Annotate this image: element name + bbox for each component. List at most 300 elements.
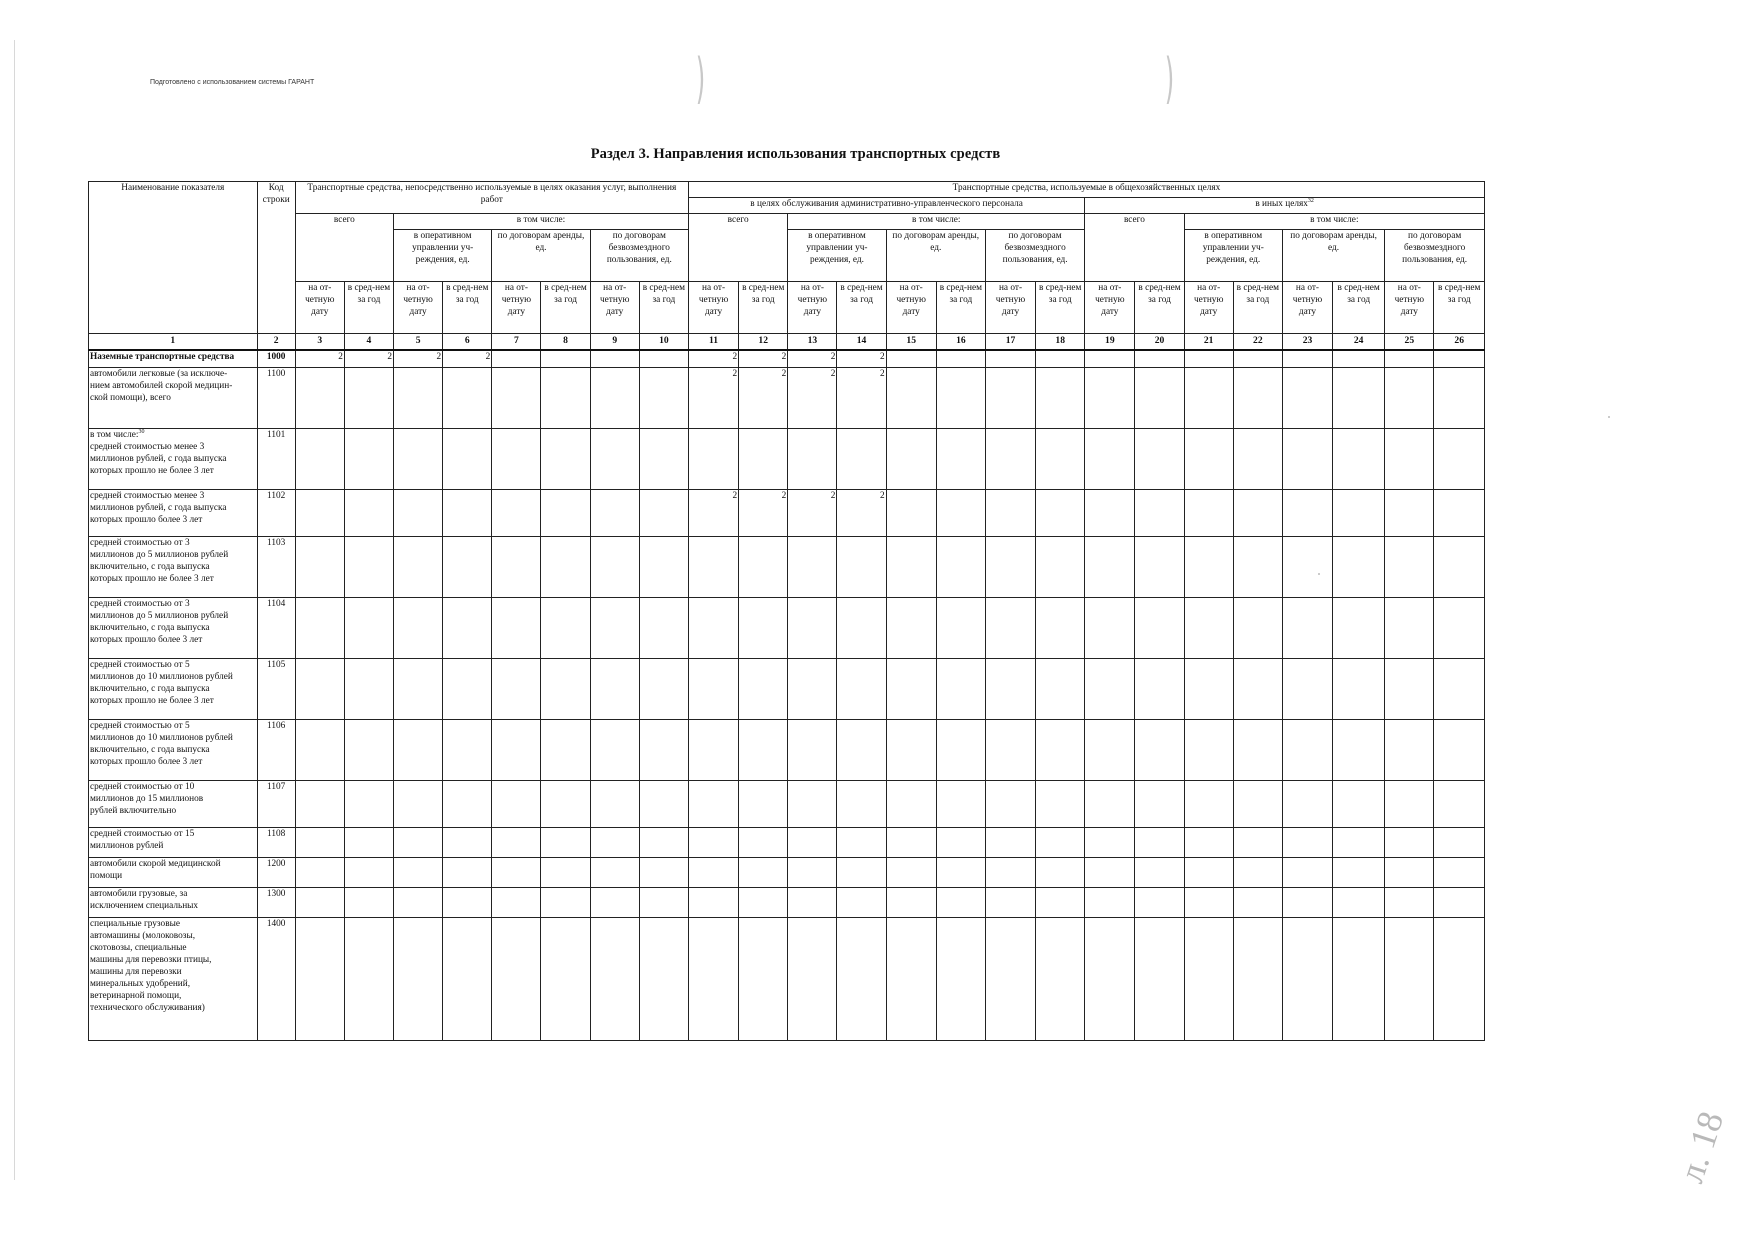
column-number: 18 <box>1036 334 1085 351</box>
value-cell <box>886 827 936 857</box>
header-operative: в оперативном управлении уч-реждения, ед. <box>788 230 886 282</box>
value-cell <box>936 658 985 719</box>
value-cell <box>541 658 590 719</box>
value-cell <box>1184 658 1233 719</box>
column-number: 9 <box>590 334 639 351</box>
value-cell <box>492 367 541 428</box>
value-cell <box>1184 719 1233 780</box>
value-cell <box>590 489 639 536</box>
value-cell <box>739 917 788 1040</box>
value-cell <box>788 857 837 887</box>
value-cell <box>394 536 443 597</box>
scan-edge-line <box>14 40 15 1180</box>
value-cell <box>344 719 393 780</box>
value-cell <box>394 857 443 887</box>
header-general-use: Транспортные средства, используемые в общехозяйственных целях <box>688 182 1484 198</box>
value-cell <box>295 857 344 887</box>
value-cell <box>1036 857 1085 887</box>
value-cell <box>492 780 541 827</box>
table-row <box>89 719 1485 780</box>
garant-note: Подготовлено с использованием системы ГАРАНТ <box>150 79 315 86</box>
value-cell <box>295 597 344 658</box>
value-cell <box>1333 597 1385 658</box>
header-avg-year: в сред-нем за год <box>639 282 688 334</box>
value-cell <box>837 536 886 597</box>
value-cell <box>1036 827 1085 857</box>
value-cell <box>1385 827 1434 857</box>
table-row <box>89 367 1485 428</box>
value-cell <box>590 536 639 597</box>
column-number: 11 <box>688 334 738 351</box>
value-cell <box>1282 857 1332 887</box>
value-cell <box>443 917 492 1040</box>
value-cell <box>1085 780 1135 827</box>
value-cell <box>394 489 443 536</box>
value-cell <box>886 350 936 367</box>
value-cell <box>886 658 936 719</box>
table-row <box>89 827 1485 857</box>
row-label: автомобили легковые (за исключе- нием автомобилей скорой медицин- ской помощи), всего <box>89 367 258 428</box>
value-cell <box>295 428 344 489</box>
value-cell <box>886 597 936 658</box>
value-cell <box>985 350 1035 367</box>
column-number: 14 <box>837 334 886 351</box>
table-row <box>89 780 1485 827</box>
value-cell <box>837 917 886 1040</box>
value-cell <box>1085 489 1135 536</box>
value-cell <box>886 367 936 428</box>
value-cell <box>1333 887 1385 917</box>
value-cell: 2 <box>788 489 837 536</box>
value-cell <box>492 428 541 489</box>
row-label-footnote: 30 <box>138 428 145 435</box>
value-cell <box>688 857 738 887</box>
value-cell <box>590 780 639 827</box>
value-cell <box>1135 428 1184 489</box>
column-number: 10 <box>639 334 688 351</box>
column-number: 2 <box>257 334 295 351</box>
value-cell <box>985 536 1035 597</box>
value-cell <box>1036 367 1085 428</box>
value-cell <box>344 489 393 536</box>
value-cell <box>590 428 639 489</box>
column-number: 17 <box>985 334 1035 351</box>
value-cell <box>1434 350 1485 367</box>
column-number: 3 <box>295 334 344 351</box>
value-cell <box>837 658 886 719</box>
value-cell <box>688 428 738 489</box>
value-cell <box>837 428 886 489</box>
value-cell <box>1135 489 1184 536</box>
row-label: средней стоимостью от 5 миллионов до 10 миллионов рублей включительно, с года выпуска которых прошло не более 3 лет <box>89 658 258 719</box>
value-cell <box>541 827 590 857</box>
row-code: 1400 <box>257 917 295 1040</box>
value-cell <box>837 780 886 827</box>
value-cell <box>936 887 985 917</box>
header-avg-year: в сред-нем за год <box>1036 282 1085 334</box>
header-free-use: по договорам безвозмездного пользования, ед. <box>590 230 688 282</box>
value-cell <box>1282 489 1332 536</box>
value-cell: 2 <box>837 350 886 367</box>
value-cell <box>886 536 936 597</box>
value-cell <box>1233 827 1282 857</box>
value-cell <box>1233 350 1282 367</box>
header-at-date: на от-четную дату <box>1282 282 1332 334</box>
punch-hole-mark: ) <box>1164 47 1175 110</box>
value-cell <box>1036 719 1085 780</box>
value-cell <box>1282 780 1332 827</box>
value-cell <box>1036 917 1085 1040</box>
header-lease: по договорам аренды, ед. <box>1282 230 1384 282</box>
value-cell <box>492 719 541 780</box>
value-cell <box>788 536 837 597</box>
value-cell <box>739 719 788 780</box>
value-cell <box>295 536 344 597</box>
value-cell <box>1434 658 1485 719</box>
row-label-text: в том числе: <box>90 429 139 440</box>
value-cell: 2 <box>788 367 837 428</box>
column-number: 24 <box>1333 334 1385 351</box>
value-cell: 2 <box>788 350 837 367</box>
value-cell <box>443 857 492 887</box>
header-at-date: на от-четную дату <box>985 282 1035 334</box>
value-cell <box>1333 536 1385 597</box>
header-at-date: на от-четную дату <box>788 282 837 334</box>
value-cell <box>1036 350 1085 367</box>
row-label-text: средней стоимостью менее 3 миллионов рублей, с года выпуска которых прошло не более 3 лет <box>90 441 227 476</box>
value-cell <box>1085 658 1135 719</box>
value-cell <box>886 428 936 489</box>
value-cell <box>492 917 541 1040</box>
value-cell <box>1333 658 1385 719</box>
value-cell <box>1135 827 1184 857</box>
header-including: в том числе: <box>1184 214 1484 230</box>
value-cell <box>837 827 886 857</box>
value-cell <box>1085 719 1135 780</box>
value-cell: 2 <box>688 489 738 536</box>
column-number: 16 <box>936 334 985 351</box>
column-number: 6 <box>443 334 492 351</box>
value-cell <box>886 719 936 780</box>
value-cell <box>590 857 639 887</box>
value-cell <box>688 827 738 857</box>
value-cell <box>1184 887 1233 917</box>
value-cell: 2 <box>739 350 788 367</box>
column-number: 13 <box>788 334 837 351</box>
value-cell <box>1282 597 1332 658</box>
header-at-date: на от-четную дату <box>295 282 344 334</box>
value-cell <box>1434 428 1485 489</box>
value-cell <box>1184 597 1233 658</box>
value-cell <box>1184 350 1233 367</box>
value-cell: 2 <box>344 350 393 367</box>
value-cell <box>1184 428 1233 489</box>
header-other-text: в иных целях <box>1255 199 1308 210</box>
value-cell <box>639 857 688 887</box>
value-cell <box>788 719 837 780</box>
value-cell <box>394 917 443 1040</box>
header-at-date: на от-четную дату <box>1385 282 1434 334</box>
header-total: всего <box>1085 214 1184 282</box>
table-row <box>89 536 1485 597</box>
value-cell <box>1036 597 1085 658</box>
value-cell <box>936 719 985 780</box>
value-cell <box>541 536 590 597</box>
column-number: 26 <box>1434 334 1485 351</box>
row-code: 1100 <box>257 367 295 428</box>
value-cell <box>1333 917 1385 1040</box>
value-cell: 2 <box>688 350 738 367</box>
value-cell <box>886 857 936 887</box>
table-row <box>89 597 1485 658</box>
value-cell <box>1184 780 1233 827</box>
value-cell <box>1135 857 1184 887</box>
scan-speck <box>1608 416 1610 418</box>
value-cell <box>443 827 492 857</box>
header-avg-year: в сред-нем за год <box>1434 282 1485 334</box>
value-cell <box>985 658 1035 719</box>
value-cell <box>443 536 492 597</box>
header-avg-year: в сред-нем за год <box>1333 282 1385 334</box>
value-cell <box>1434 367 1485 428</box>
value-cell <box>985 780 1035 827</box>
row-label: средней стоимостью от 10 миллионов до 15 миллионов рублей включительно <box>89 780 258 827</box>
value-cell <box>1233 857 1282 887</box>
header-at-date: на от-четную дату <box>886 282 936 334</box>
value-cell <box>985 917 1035 1040</box>
value-cell <box>541 367 590 428</box>
row-label: средней стоимостью менее 3 миллионов рублей, с года выпуска которых прошло более 3 лет <box>89 489 258 536</box>
value-cell <box>1036 658 1085 719</box>
value-cell <box>295 658 344 719</box>
value-cell <box>1085 428 1135 489</box>
row-label: средней стоимостью от 15 миллионов рублей <box>89 827 258 857</box>
value-cell <box>394 887 443 917</box>
value-cell <box>639 917 688 1040</box>
value-cell <box>1434 719 1485 780</box>
value-cell <box>492 857 541 887</box>
value-cell <box>739 827 788 857</box>
row-code: 1107 <box>257 780 295 827</box>
row-code: 1200 <box>257 857 295 887</box>
column-number: 4 <box>344 334 393 351</box>
value-cell <box>688 887 738 917</box>
value-cell <box>394 780 443 827</box>
column-number: 25 <box>1385 334 1434 351</box>
row-code: 1104 <box>257 597 295 658</box>
value-cell <box>590 887 639 917</box>
value-cell <box>639 719 688 780</box>
column-number: 1 <box>89 334 258 351</box>
value-cell <box>1385 857 1434 887</box>
value-cell <box>1434 597 1485 658</box>
value-cell <box>590 917 639 1040</box>
value-cell <box>1036 780 1085 827</box>
header-total: всего <box>295 214 393 282</box>
value-cell <box>394 719 443 780</box>
value-cell <box>344 857 393 887</box>
value-cell <box>688 917 738 1040</box>
column-number: 15 <box>886 334 936 351</box>
value-cell <box>688 658 738 719</box>
value-cell <box>1282 367 1332 428</box>
header-at-date: на от-четную дату <box>1184 282 1233 334</box>
value-cell <box>936 780 985 827</box>
header-total: всего <box>688 214 787 282</box>
value-cell <box>344 917 393 1040</box>
value-cell <box>688 780 738 827</box>
value-cell <box>1036 887 1085 917</box>
value-cell <box>1233 489 1282 536</box>
row-code: 1108 <box>257 827 295 857</box>
value-cell <box>936 350 985 367</box>
value-cell <box>443 658 492 719</box>
value-cell <box>739 887 788 917</box>
value-cell <box>492 536 541 597</box>
value-cell <box>492 489 541 536</box>
value-cell <box>985 597 1035 658</box>
value-cell <box>492 887 541 917</box>
header-avg-year: в сред-нем за год <box>443 282 492 334</box>
header-including: в том числе: <box>394 214 689 230</box>
value-cell <box>1333 428 1385 489</box>
value-cell <box>1233 917 1282 1040</box>
value-cell <box>541 887 590 917</box>
header-direct-use: Транспортные средства, непосредственно используемые в целях оказания услуг, выполнения работ <box>295 182 688 214</box>
value-cell <box>1085 350 1135 367</box>
handwritten-page-mark: л. 18 <box>1670 1106 1732 1188</box>
header-code: Код строки <box>257 182 295 334</box>
value-cell <box>1233 658 1282 719</box>
value-cell <box>639 428 688 489</box>
value-cell <box>443 489 492 536</box>
value-cell <box>936 428 985 489</box>
value-cell <box>936 597 985 658</box>
value-cell <box>344 367 393 428</box>
value-cell <box>1135 917 1184 1040</box>
row-label: специальные грузовые автомашины (молоковозы, скотовозы, специальные машины для перевозки птицы, машины для перевозки минеральных удобрений, ветеринарной помощи, технического обслуживания) <box>89 917 258 1040</box>
value-cell <box>1184 367 1233 428</box>
value-cell <box>639 367 688 428</box>
value-cell: 2 <box>394 350 443 367</box>
value-cell <box>985 887 1035 917</box>
value-cell <box>1385 367 1434 428</box>
header-admin: в целях обслуживания административно-управленческого персонала <box>688 198 1084 214</box>
value-cell <box>590 597 639 658</box>
value-cell <box>639 887 688 917</box>
value-cell <box>1233 719 1282 780</box>
value-cell <box>344 780 393 827</box>
value-cell <box>443 597 492 658</box>
header-including: в том числе: <box>788 214 1085 230</box>
value-cell <box>886 489 936 536</box>
value-cell <box>1135 887 1184 917</box>
value-cell <box>1135 367 1184 428</box>
value-cell <box>788 597 837 658</box>
header-name: Наименование показателя <box>89 182 258 334</box>
value-cell <box>1036 489 1085 536</box>
value-cell <box>1282 827 1332 857</box>
value-cell <box>590 350 639 367</box>
value-cell <box>295 780 344 827</box>
row-label: средней стоимостью от 5 миллионов до 10 миллионов рублей включительно, с года выпуска которых прошло более 3 лет <box>89 719 258 780</box>
row-code: 1102 <box>257 489 295 536</box>
value-cell <box>739 857 788 887</box>
value-cell <box>837 719 886 780</box>
value-cell <box>1085 536 1135 597</box>
value-cell <box>1135 658 1184 719</box>
column-number: 7 <box>492 334 541 351</box>
value-cell <box>788 827 837 857</box>
value-cell <box>639 827 688 857</box>
value-cell <box>1184 827 1233 857</box>
row-code: 1105 <box>257 658 295 719</box>
value-cell <box>541 428 590 489</box>
value-cell <box>1085 887 1135 917</box>
value-cell <box>1036 536 1085 597</box>
value-cell <box>688 719 738 780</box>
header-avg-year: в сред-нем за год <box>837 282 886 334</box>
header-avg-year: в сред-нем за год <box>344 282 393 334</box>
row-label: автомобили скорой медицинской помощи <box>89 857 258 887</box>
table-row <box>89 857 1485 887</box>
value-cell <box>985 857 1035 887</box>
value-cell <box>886 780 936 827</box>
row-code: 1101 <box>257 428 295 489</box>
value-cell <box>443 887 492 917</box>
header-free-use: по договорам безвозмездного пользования, ед. <box>1385 230 1485 282</box>
value-cell <box>739 536 788 597</box>
value-cell <box>1434 887 1485 917</box>
value-cell <box>394 428 443 489</box>
header-other <box>1085 198 1485 214</box>
value-cell <box>1333 489 1385 536</box>
value-cell <box>1135 780 1184 827</box>
value-cell <box>492 827 541 857</box>
header-operative: в оперативном управлении уч-реждения, ед. <box>394 230 492 282</box>
value-cell <box>1282 428 1332 489</box>
row-label: средней стоимостью от 3 миллионов до 5 миллионов рублей включительно, с года выпуска которых прошло более 3 лет <box>89 597 258 658</box>
value-cell <box>1036 428 1085 489</box>
header-operative: в оперативном управлении уч-реждения, ед. <box>1184 230 1282 282</box>
column-number: 20 <box>1135 334 1184 351</box>
row-label: Наземные транспортные средства <box>89 350 258 367</box>
value-cell <box>344 536 393 597</box>
value-cell <box>1385 780 1434 827</box>
transport-usage-table <box>88 181 1485 1041</box>
value-cell <box>739 658 788 719</box>
value-cell <box>985 489 1035 536</box>
value-cell <box>541 719 590 780</box>
value-cell <box>739 597 788 658</box>
value-cell <box>492 350 541 367</box>
header-other-footnote: 32 <box>1307 198 1314 204</box>
value-cell <box>1333 780 1385 827</box>
value-cell <box>1434 857 1485 887</box>
value-cell <box>344 658 393 719</box>
value-cell <box>295 887 344 917</box>
header-at-date: на от-четную дату <box>688 282 738 334</box>
value-cell <box>788 658 837 719</box>
value-cell <box>344 827 393 857</box>
column-number: 8 <box>541 334 590 351</box>
value-cell <box>443 719 492 780</box>
value-cell <box>1233 597 1282 658</box>
value-cell <box>739 780 788 827</box>
value-cell <box>788 917 837 1040</box>
value-cell <box>1333 827 1385 857</box>
value-cell <box>639 536 688 597</box>
